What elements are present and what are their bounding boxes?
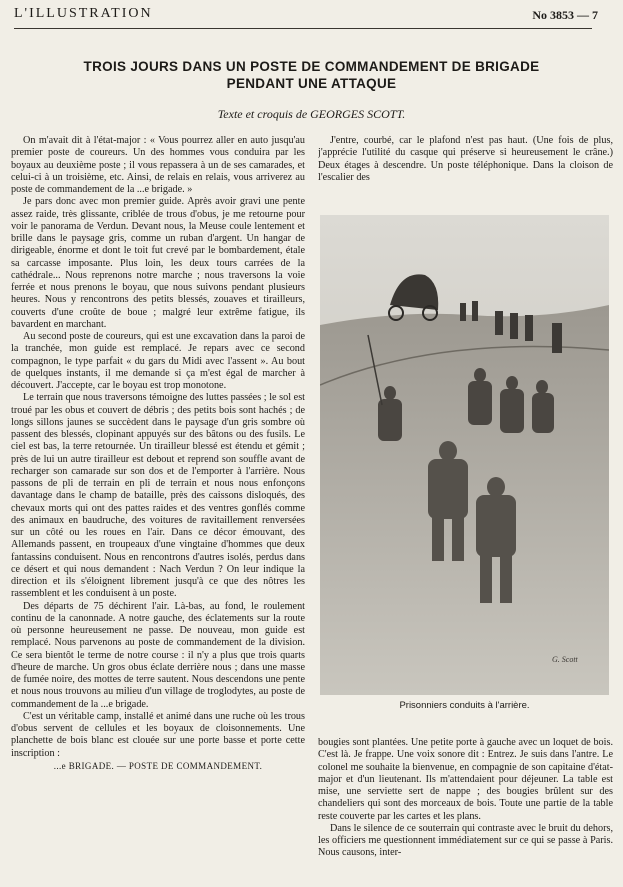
paragraph: Des départs de 75 déchirent l'air. Là-bas, au fond, le roulement continu de la canonnade. A notre gauche, des éclatements sur la route où personne heureusement ne passe. De nouveau, mon guide est remplacé. Nous parvenons au poste de commandement de la division. Ce sera bientôt le terme de notre course : il n'y a plus que trois quarts d'heure de marche. Un gros obus éclate derrière nous ; dans une masse de fumée noire, des mottes de terre sautent. Nous descendons une pente et nous nous trouvons au milieu d'un village de troglodytes, au poste de commandement de la ...e brigade.	[11, 600, 305, 710]
paragraph: On m'avait dit à l'état-major : « Vous pourrez aller en auto jusqu'au premier poste de coureurs. Un des hommes vous conduira par les boyaux au deuxième poste ; il vous repassera à un de ses camarades, et celui-ci à un troisième, etc. Ainsi, de relais en relais, vous arriverez au poste de commandement de la ...e brigade. »	[11, 135, 305, 195]
illustration	[320, 215, 609, 720]
paragraph: Dans le silence de ce souterrain qui contraste avec le bruit du dehors, les officiers me questionnent immédiatement sur ce qui se passe à Paris. Nous causons, inter-	[318, 822, 613, 859]
figure-caption: Prisonniers conduits à l'arrière.	[399, 700, 530, 711]
door-inscription: ...e BRIGADE. — POSTE DE COMMANDEMENT.	[53, 760, 263, 771]
paragraph: Je pars donc avec mon premier guide. Après avoir gravi une pente assez raide, très glissante, criblée de trous d'obus, je me retourne pour voir le panorama de Verdun. Devant nous, la Meuse coule lentement et brille dans le paysage gris, comme un ruban d'argent. Un hangar de dirigeable, énorme et dont le toit fut crevé par le bombardement, étale sa carcasse imposante. Plus loin, les deux tours carrées de la cathédrale... Nous reprenons notre marche ; nous traversons la voie ferrée et nous prenons le boyau, que nous suivons pendant plusieurs heures. Nous y rencontrons des petits blessés, zouaves et tirailleurs, couverts d'une croûte de boue ; malgré leur extrême fatigue, ils bavardent en marchant.	[11, 196, 305, 330]
header-rule	[14, 28, 592, 29]
byline: Texte et croquis de GEORGES SCOTT.	[217, 107, 406, 121]
right-column-bottom	[318, 737, 613, 882]
masthead: L'ILLUSTRATION	[14, 6, 153, 21]
page-header	[6, 4, 604, 26]
right-column-top	[318, 135, 613, 195]
title-line-2: PENDANT UNE ATTAQUE	[226, 76, 397, 91]
left-column	[11, 135, 305, 877]
artist-signature: G. Scott	[552, 655, 578, 664]
paragraph: Au second poste de coureurs, qui est une excavation dans la paroi de la tranchée, mon guide est remplacé. Je repars avec ce second compagnon, le type parfait « du gars du Midi avec l'assent ». Au bout de quelques instants, il me demande si ça m'est égal de marcher à découvert. J'accepte, car le boyau est trop monotone.	[11, 331, 305, 391]
title-line-1: TROIS JOURS DANS UN POSTE DE COMMANDEMENT DE BRIGADE	[83, 59, 540, 74]
paragraph: bougies sont plantées. Une petite porte à gauche avec un loquet de bois. C'est là. Je frappe. Une voix sonore dit : Entrez. Je suis dans l'antre. Le colonel me souhaite la bienvenue, en compagnie de son capitaine d'état-major et d'un lieutenant. Ils m'attendaient pour déjeuner. La table est mise, une serviette sert de nappe ; des bougies brûlent sur des chandeliers qui sont des morceaux de bois. Toute une partie de la table reste couverte par les cartes et les plans.	[318, 737, 613, 822]
issue-number: No 3853 — 7	[532, 8, 598, 22]
paragraph: Le terrain que nous traversons témoigne des luttes passées ; le sol est troué par les obus et couvert de débris ; des petits bois sont hachés ; de longs sillons jaunes se succèdent dans le paysage d'un gris sombre où passent des blessés, clopinant appuyés sur des bâtons ou des fusils. Le ciel est bas, la terre retournée. Un tirailleur blessé est étendu et gémit ; près de lui un autre tirailleur est debout et reprend son souffle avant de recharger son camarade sur son dos et de l'emporter à l'arrière. Nous passons de pli de terrain en pli de terrain et nous nous enfonçons davantage dans le champ de bataille, près des caissons disloqués, des chevaux morts qui ont des pattes raides et des ventres gonflés comme des animaux en baudruche, des voitures de ravitaillement renversées sur un côté ou les roues en l'air. Dans ce décor émouvant, des Allemands passent, en troupeaux d'une vingtaine d'hommes que deux fantassins conduisent. Nous en rencontrons d'autres isolés, perdus dans ce désert et qui nous demandent : Nach Verdun ? On leur indique la direction et ils s'éloignent librement jusqu'à ce que des nôtres les rassemblent et les conduisent à un poste.	[11, 392, 305, 600]
paragraph: C'est un véritable camp, installé et animé dans une ruche où les trous d'obus servent de cellules et les boyaux de cloisonnements. Une planchette de bois blanc est clouée sur une porte basse et porte cette inscription :	[11, 710, 305, 759]
article-title	[0, 58, 623, 92]
paragraph: J'entre, courbé, car le plafond n'est pas haut. (Une fois de plus, j'apprécie l'utilité du casque qui préserve si heureusement le crâne.) Deux étages à descendre. Un poste téléphonique. Dans la cloison de l'escalier des	[318, 135, 613, 183]
prisoners-sketch	[320, 215, 609, 695]
